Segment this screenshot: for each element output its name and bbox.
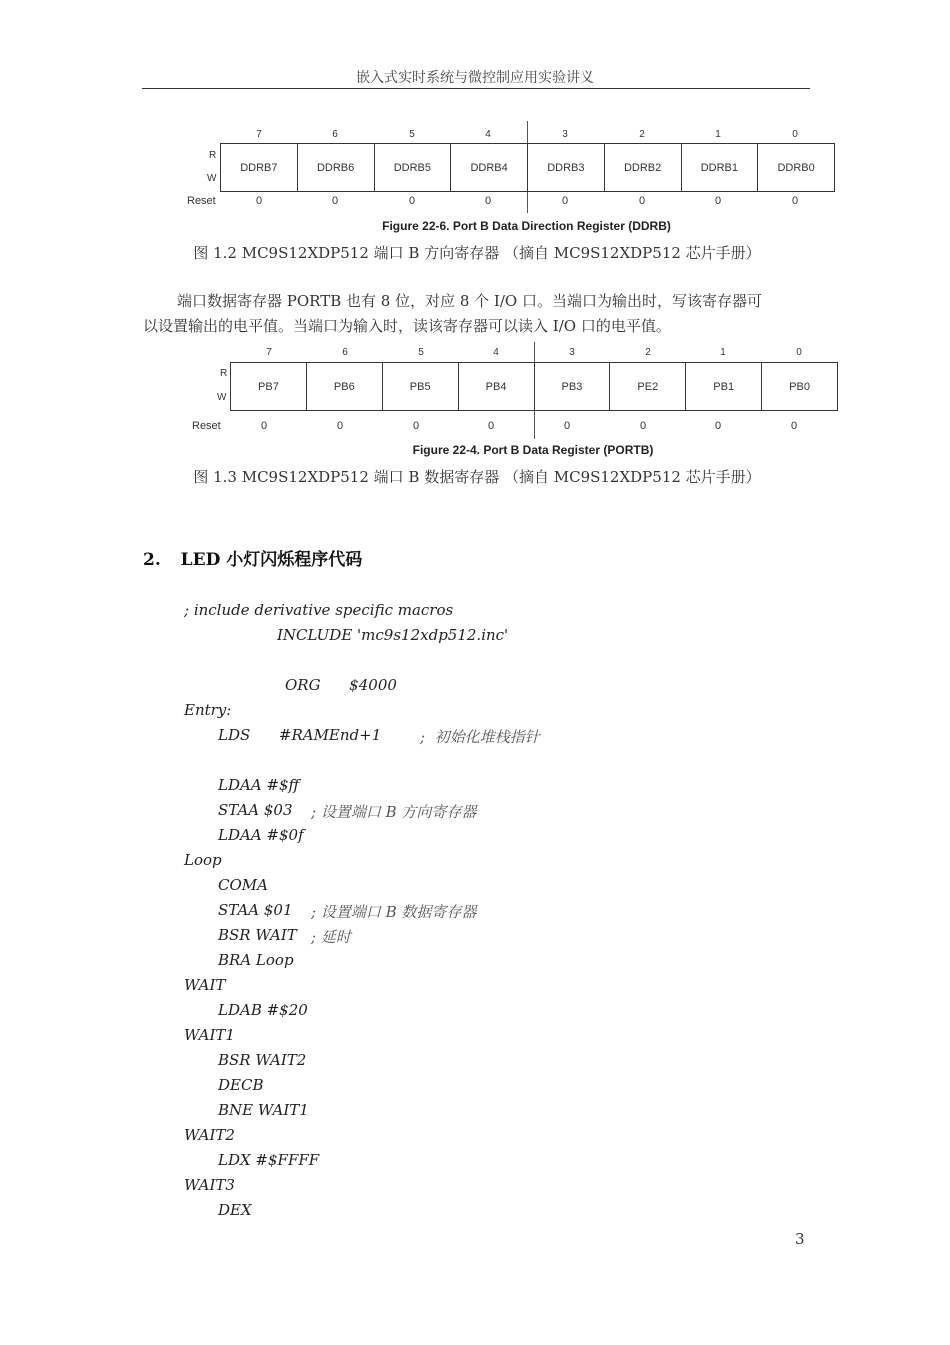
write-label: W	[217, 392, 227, 403]
code-line: LDAB #$20	[218, 1001, 308, 1019]
page-number: 3	[795, 1230, 805, 1248]
portb-bit-number: 1	[720, 347, 726, 358]
portb-bit-number: 2	[645, 347, 651, 358]
read-label: R	[209, 150, 217, 161]
register-field: DDRB1	[682, 144, 759, 191]
portb-bit-number: 5	[418, 347, 424, 358]
code-line: DECB	[218, 1076, 264, 1094]
code-line: STAA $03	[218, 801, 293, 819]
ddrb-bit-number: 3	[562, 129, 568, 140]
ddrb-bit-number: 6	[332, 129, 338, 140]
figure-caption-en: Figure 22-6. Port B Data Direction Register (DDRB)	[382, 219, 671, 233]
register-field: DDRB7	[221, 144, 298, 191]
register-field: PB1	[686, 363, 762, 410]
reset-label: Reset	[192, 420, 221, 432]
portb-bit-number: 4	[493, 347, 499, 358]
reset-value: 0	[484, 195, 492, 207]
figure-caption-cn: 图 1.3 MC9S12XDP512 端口 B 数据寄存器 （摘自 MC9S12XDP512 芯片手册）	[193, 468, 761, 486]
reset-value: 0	[412, 420, 420, 432]
code-comment: ; 延时	[311, 928, 351, 946]
register-field: PB7	[231, 363, 307, 410]
paragraph-line: 端口数据寄存器 PORTB 也有 8 位，对应 8 个 I/O 口。当端口为输出时，写该寄存器可	[177, 292, 762, 310]
register-field: PB4	[459, 363, 535, 410]
reset-value: 0	[487, 420, 495, 432]
portb-bit-number: 0	[796, 347, 802, 358]
reset-value: 0	[563, 420, 571, 432]
register-field: PB0	[789, 380, 810, 393]
ddrb-bit-number: 2	[639, 129, 645, 140]
code-comment: ; 初始化堆栈指针	[420, 728, 540, 746]
reset-value: 0	[639, 420, 647, 432]
ddrb-bit-number: 0	[792, 129, 798, 140]
section-number: 2.	[143, 550, 161, 570]
portb-bit-number: 3	[569, 347, 575, 358]
register-field: DDRB6	[298, 144, 375, 191]
reset-value: 0	[714, 195, 722, 207]
read-label: R	[220, 368, 228, 379]
code-label: WAIT1	[184, 1026, 235, 1044]
code-label: Entry:	[184, 701, 232, 719]
code-line: INCLUDE 'mc9s12xdp512.inc'	[277, 626, 509, 644]
register-field: DDRB3	[528, 144, 605, 191]
code-line: LDAA #$ff	[218, 776, 300, 794]
reset-value: 0	[790, 420, 798, 432]
reset-value: 0	[714, 420, 722, 432]
portb-register	[230, 362, 838, 411]
reset-value: 0	[561, 195, 569, 207]
reset-value: 0	[336, 420, 344, 432]
code-line: DEX	[218, 1201, 252, 1219]
reset-value: 0	[260, 420, 268, 432]
register-field: PE2	[610, 363, 686, 410]
register-field: DDRB5	[375, 144, 452, 191]
code-label: Loop	[184, 851, 222, 869]
code-line: BSR WAIT	[218, 926, 297, 944]
figure-caption-en: Figure 22-4. Port B Data Register (PORTB)	[412, 443, 654, 457]
register-field: PB6	[307, 363, 383, 410]
ddrb-bit-number: 1	[715, 129, 721, 140]
reset-value: 0	[255, 195, 263, 207]
write-label: W	[207, 173, 217, 184]
code-line: COMA	[218, 876, 268, 894]
register-field: DDRB0	[777, 161, 815, 174]
register-field: DDRB4	[451, 144, 528, 191]
ddrb-bit-number: 7	[256, 129, 262, 140]
running-header: 嵌入式实时系统与微控制应用实验讲义	[356, 70, 594, 86]
code-comment: ; 设置端口 B 方向寄存器	[311, 803, 477, 821]
code-line: ORG $4000	[285, 676, 397, 694]
portb-bit-number: 6	[342, 347, 348, 358]
ddrb-bit-number: 4	[485, 129, 491, 140]
code-comment: ; include derivative specific macros	[184, 601, 454, 619]
code-label: WAIT	[184, 976, 226, 994]
code-line: LDS #RAMEnd+1	[218, 726, 382, 744]
code-line: BRA Loop	[218, 951, 294, 969]
reset-value: 0	[791, 195, 799, 207]
section-heading	[143, 545, 362, 570]
code-label: WAIT3	[184, 1176, 235, 1194]
portb-bit-number: 7	[266, 347, 272, 358]
reset-label: Reset	[187, 195, 216, 207]
code-line: BNE WAIT1	[218, 1101, 309, 1119]
code-line: LDX #$FFFF	[218, 1151, 320, 1169]
register-field: DDRB2	[605, 144, 682, 191]
header-rule	[142, 88, 810, 89]
figure-caption-cn: 图 1.2 MC9S12XDP512 端口 B 方向寄存器 （摘自 MC9S12XDP512 芯片手册）	[193, 244, 761, 262]
register-field: PB3	[535, 363, 611, 410]
reset-value: 0	[638, 195, 646, 207]
body-paragraph	[143, 289, 811, 339]
section-title: LED 小灯闪烁程序代码	[180, 550, 363, 570]
ddrb-bit-number: 5	[409, 129, 415, 140]
register-field: PB5	[383, 363, 459, 410]
code-line: BSR WAIT2	[218, 1051, 307, 1069]
paragraph-line: 以设置输出的电平值。当端口为输入时，读该寄存器可以读入 I/O 口的电平值。	[143, 317, 671, 335]
ddrb-register	[220, 143, 835, 192]
code-line: STAA $01	[218, 901, 293, 919]
reset-value: 0	[408, 195, 416, 207]
code-comment: ; 设置端口 B 数据寄存器	[311, 903, 477, 921]
reset-value: 0	[331, 195, 339, 207]
code-line: LDAA #$0f	[218, 826, 304, 844]
code-label: WAIT2	[184, 1126, 235, 1144]
